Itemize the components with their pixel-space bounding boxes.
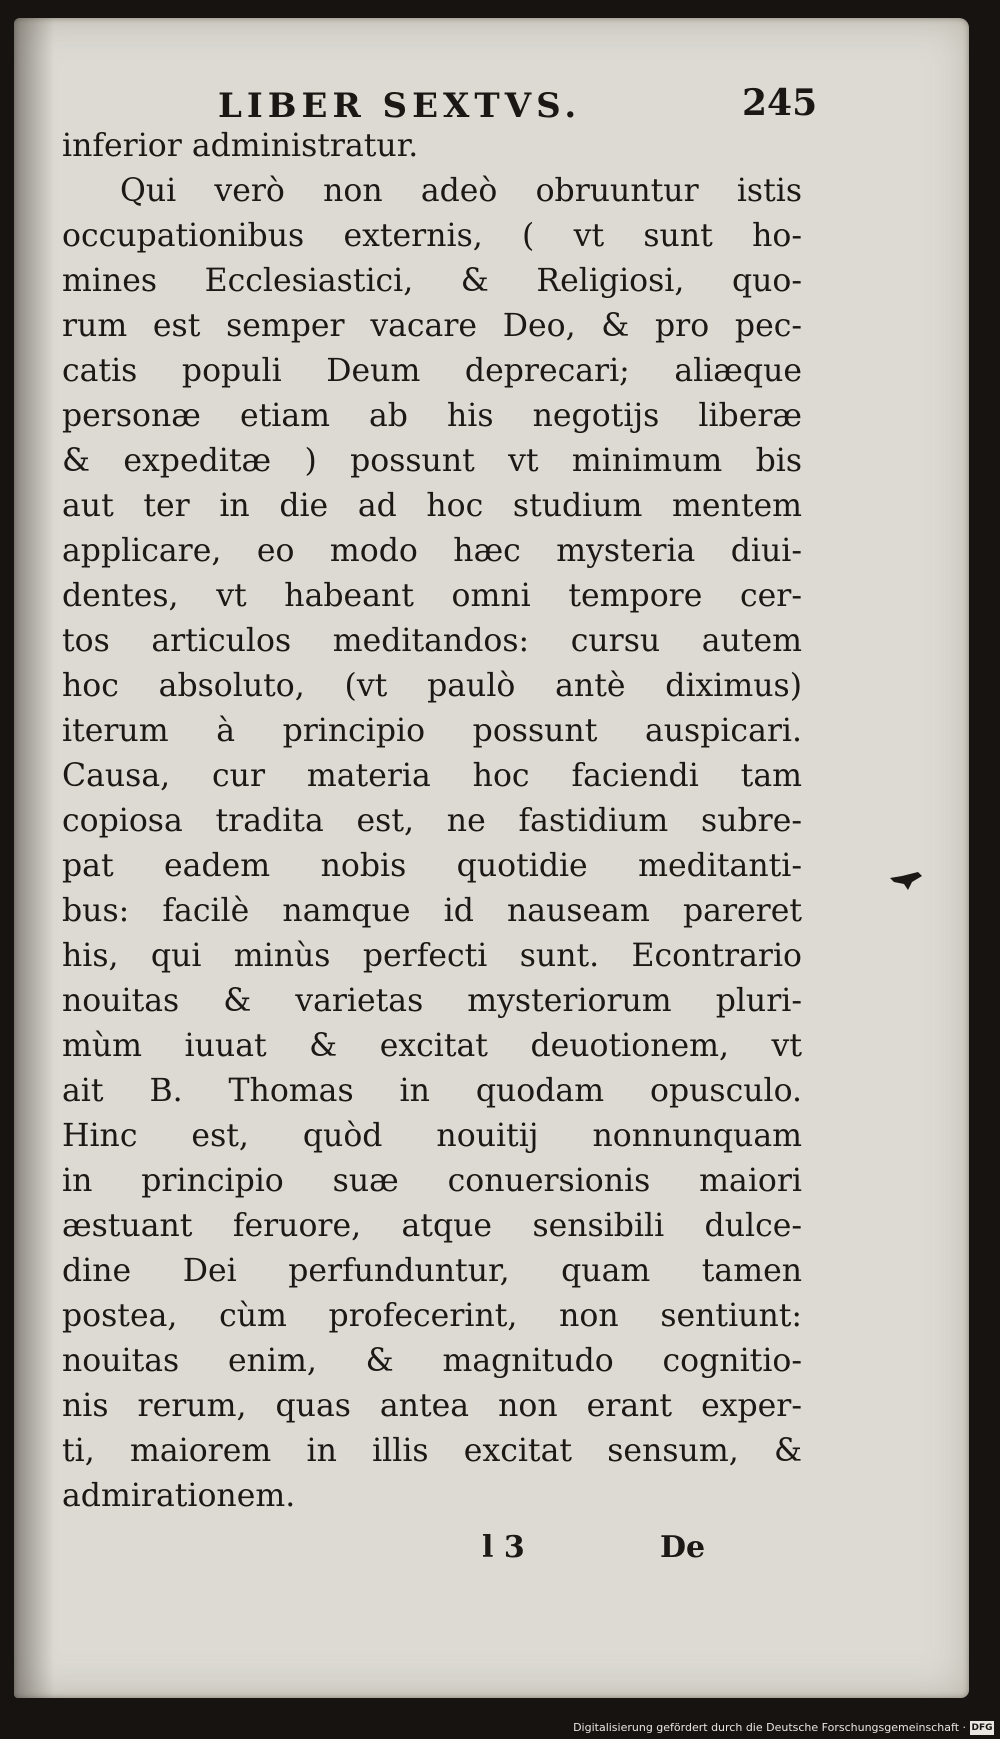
text-line: Hinc est, quòd nouitij nonnunquam xyxy=(62,1118,802,1154)
text-line: æstuant feruore, atque sensibili dulce- xyxy=(62,1208,802,1244)
digitization-footer xyxy=(0,1718,1000,1739)
text-line: ait B. Thomas in quodam opusculo. xyxy=(62,1073,802,1109)
text-line: & expeditæ ) possunt vt minimum bis xyxy=(62,443,802,479)
dfg-logo: DFG xyxy=(971,1723,993,1733)
text-line: iterum à principio possunt auspicari. xyxy=(62,713,802,749)
text-line: admirationem. xyxy=(62,1478,296,1514)
running-title: LIBER SEXTVS. xyxy=(218,86,582,126)
catchword: De xyxy=(660,1530,706,1565)
text-line: tos articulos meditandos: cursu autem xyxy=(62,623,802,659)
text-line: mùm iuuat & excitat deuotionem, vt xyxy=(62,1028,802,1064)
body-text xyxy=(62,124,802,1519)
text-line: postea, cùm profecerint, non sentiunt: xyxy=(62,1298,802,1334)
text-line: catis populi Deum deprecari; aliæque xyxy=(62,353,802,389)
text-line: in principio suæ conuersionis maiori xyxy=(62,1163,802,1199)
text-line: nouitas enim, & magnitudo cognitio- xyxy=(62,1343,802,1379)
text-line: hoc absoluto, (vt paulò antè diximus) xyxy=(62,668,802,704)
text-line: Causa, cur materia hoc faciendi tam xyxy=(62,758,802,794)
signature-mark: l 3 xyxy=(482,1530,525,1565)
text-line: applicare, eo modo hæc mysteria diui- xyxy=(62,533,802,569)
text-line: nouitas & varietas mysteriorum pluri- xyxy=(62,983,802,1019)
text-line: Qui verò non adeò obruuntur istis xyxy=(120,173,802,209)
text-line: his, qui minùs perfecti sunt. Econtrario xyxy=(62,938,802,974)
book-page xyxy=(14,18,969,1698)
spine-shadow xyxy=(14,18,54,1698)
text-line: bus: facilè namque id nauseam pareret xyxy=(62,893,802,929)
text-line: pat eadem nobis quotidie meditanti- xyxy=(62,848,802,884)
text-line: dine Dei perfunduntur, quam tamen xyxy=(62,1253,802,1289)
text-line: nis rerum, quas antea non erant exper- xyxy=(62,1388,802,1424)
funding-credit: Digitalisierung gefördert durch die Deutsche Forschungsgemeinschaft · xyxy=(573,1721,966,1734)
ink-blot-icon xyxy=(888,870,924,892)
page-number: 245 xyxy=(742,82,818,124)
page-foot xyxy=(14,1530,969,1580)
text-line: ti, maiorem in illis excitat sensum, & xyxy=(62,1433,802,1469)
running-head xyxy=(14,64,969,124)
text-line: personæ etiam ab his negotijs liberæ xyxy=(62,398,802,434)
text-line: aut ter in die ad hoc studium mentem xyxy=(62,488,802,524)
text-line: inferior administratur. xyxy=(62,128,419,164)
text-line: mines Ecclesiastici, & Religiosi, quo- xyxy=(62,263,802,299)
text-line: dentes, vt habeant omni tempore cer- xyxy=(62,578,802,614)
text-line: rum est semper vacare Deo, & pro pec- xyxy=(62,308,802,344)
text-line: copiosa tradita est, ne fastidium subre- xyxy=(62,803,802,839)
text-line: occupationibus externis, ( vt sunt ho- xyxy=(62,218,802,254)
